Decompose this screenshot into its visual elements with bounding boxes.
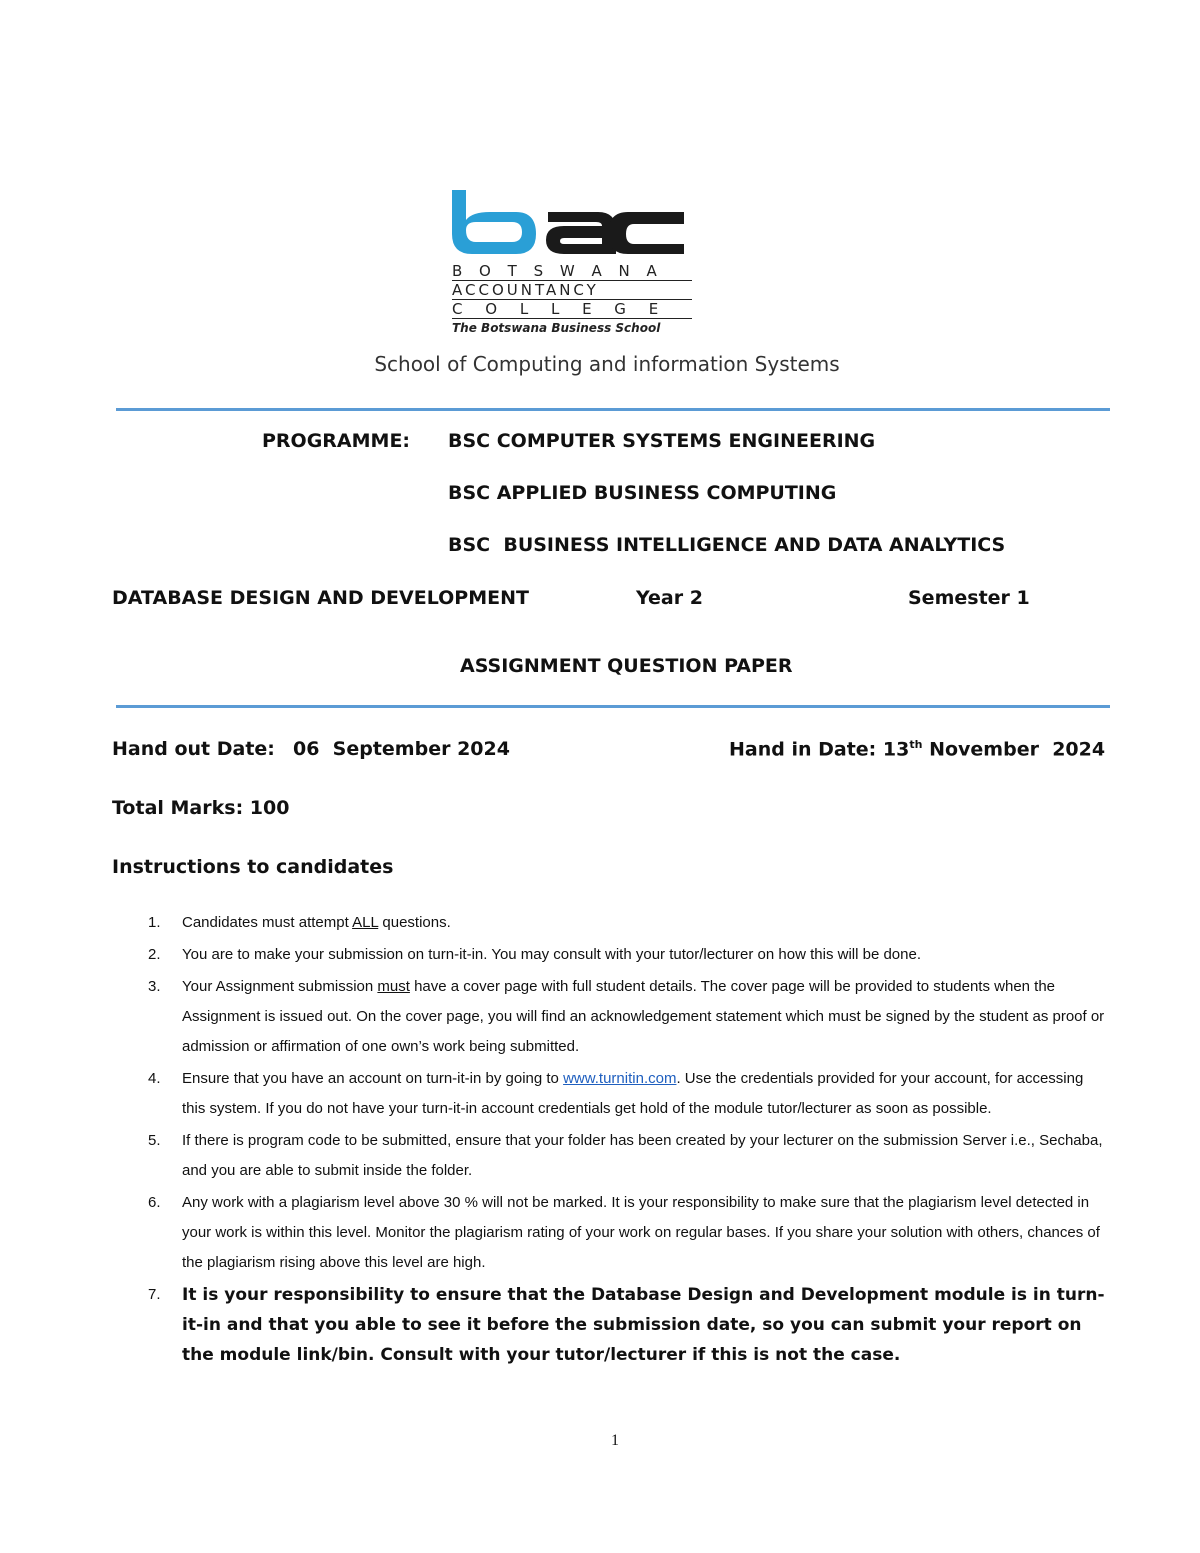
- item-emphasis: must: [377, 978, 410, 995]
- bottom-divider: [116, 705, 1110, 708]
- module-name: DATABASE DESIGN AND DEVELOPMENT: [112, 587, 529, 609]
- handin-label-text: Hand in Date:: [729, 738, 877, 761]
- list-item: [148, 940, 1108, 970]
- item-text: Candidates must attempt: [182, 914, 353, 931]
- college-logo: [444, 186, 692, 336]
- handout-date: 06 September 2024: [293, 738, 510, 760]
- item-text: have a cover page with full student details. The cover page will be provided to students when the Assignment is issued out. On the cover page, you will find an acknowledgement statement which must be signed by the student as proof or admission or affirmation of one own’s work being submitted.: [182, 978, 1105, 1055]
- programme-label: PROGRAMME:: [262, 430, 411, 452]
- total-marks: Total Marks: 100: [112, 797, 290, 819]
- item-text: Your Assignment submission: [182, 978, 378, 995]
- list-item: [148, 1280, 1108, 1370]
- paper-title: ASSIGNMENT QUESTION PAPER: [460, 655, 793, 677]
- page-number: 1: [611, 1432, 619, 1449]
- item-text: . Use the credentials provided for your account, for accessing this system. If you do not have your turn-it-in account credentials get hold of the module tutor/lecturer as soon as possible.: [182, 1070, 1084, 1117]
- list-number: 6.: [148, 1194, 161, 1211]
- list-number: 2.: [148, 946, 161, 963]
- list-number: 7.: [148, 1286, 161, 1303]
- item-emphasis: ALL: [352, 914, 379, 931]
- programme-item: BSC BUSINESS INTELLIGENCE AND DATA ANALYTICS: [448, 534, 1006, 556]
- logo-line-botswana: B O T S W A N A: [452, 262, 663, 280]
- item-text: It is your responsibility to ensure that the Database Design and Development module is in turn-it-in and that you able to see it before the submission date, so you can submit your report on the module link/bin. Consult with your tutor/lecturer if this is not the case.: [182, 1285, 1105, 1365]
- module-semester: Semester 1: [908, 587, 1030, 609]
- logo-line-accountancy: ACCOUNTANCY: [452, 280, 692, 300]
- item-text: Ensure that you have an account on turn-it-in by going to: [182, 1070, 564, 1087]
- handin-day-suffix: th: [909, 738, 923, 751]
- handin-month-year: November 2024: [929, 738, 1106, 761]
- item-text: If there is program code to be submitted, ensure that your folder has been created by your lecturer on the submission Server i.e., Sechaba, and you are able to submit inside the folder.: [182, 1132, 1103, 1179]
- handin-day: 13: [882, 738, 910, 761]
- programme-item: BSC COMPUTER SYSTEMS ENGINEERING: [448, 430, 876, 452]
- list-number: 5.: [148, 1132, 161, 1149]
- logo-line-college: C O L L E G E: [452, 300, 668, 318]
- programme-item: BSC APPLIED BUSINESS COMPUTING: [448, 482, 837, 504]
- list-number: 3.: [148, 978, 161, 995]
- top-divider: [116, 408, 1110, 411]
- list-number: 1.: [148, 914, 161, 931]
- school-name: School of Computing and information Systems: [374, 352, 840, 376]
- item-text: questions.: [378, 914, 451, 931]
- instructions-heading: Instructions to candidates: [112, 856, 394, 878]
- list-item: [148, 972, 1108, 1062]
- module-year: Year 2: [636, 587, 703, 609]
- instructions-list: [148, 908, 1108, 1372]
- handout-label: Hand out Date:: [112, 738, 275, 760]
- handin-label: [729, 738, 1105, 760]
- list-item: [148, 1188, 1108, 1278]
- logo-tagline: The Botswana Business School: [452, 318, 692, 337]
- item-text: You are to make your submission on turn-it-in. You may consult with your tutor/lecturer on how this will be done.: [182, 946, 921, 963]
- turnitin-link[interactable]: www.turnitin.com: [563, 1070, 677, 1087]
- list-number: 4.: [148, 1070, 161, 1087]
- list-item: [148, 1064, 1108, 1124]
- list-item: [148, 1126, 1108, 1186]
- list-item: [148, 908, 1108, 938]
- item-text: Any work with a plagiarism level above 30 % will not be marked. It is your responsibility to make sure that the plagiarism level detected in your work is within this level. Monitor the plagiarism rating of your work on regular bases. If you share your solution with others, chances of the plagiarism rising above this level are high.: [182, 1194, 1100, 1271]
